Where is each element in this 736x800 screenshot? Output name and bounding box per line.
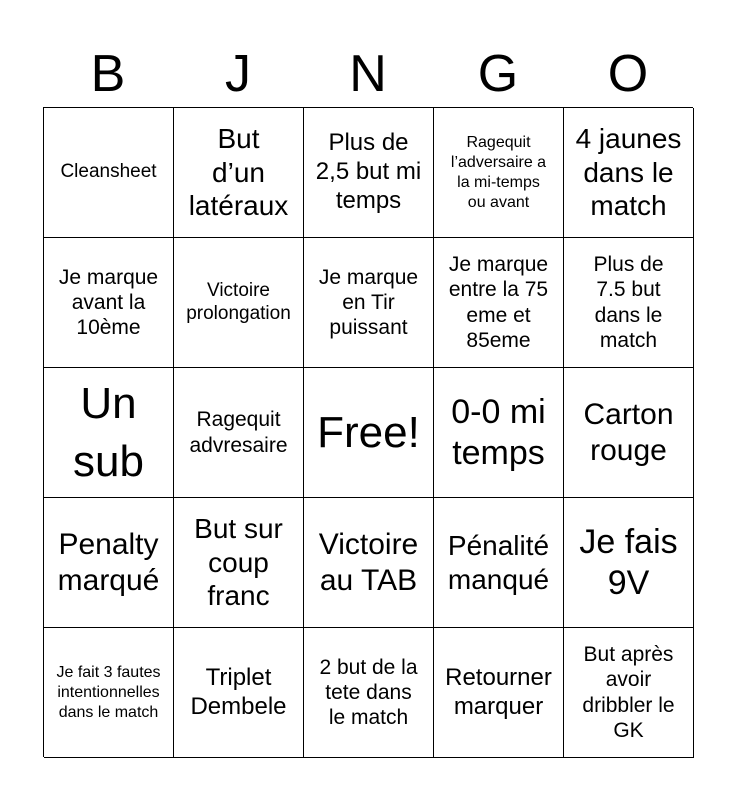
bingo-cell-r5c2[interactable] <box>174 628 304 758</box>
bingo-cell-r4c2[interactable] <box>174 498 304 628</box>
bingo-cell-r1c1[interactable] <box>44 108 174 238</box>
header-letter-n: N <box>349 45 387 103</box>
cell-text: Triplet Dembele <box>190 663 287 720</box>
bingo-cell-r3c4[interactable] <box>434 368 564 498</box>
cell-text: Ragequit advresaire <box>189 408 288 457</box>
cell-text: Penalty marqué <box>57 527 160 597</box>
cell-text: But sur coup franc <box>194 513 283 612</box>
bingo-header <box>43 40 693 108</box>
bingo-cell-r1c5[interactable] <box>564 108 694 238</box>
cell-text: Plus de 2,5 but mi temps <box>315 129 422 214</box>
bingo-cell-r5c5[interactable] <box>564 628 694 758</box>
cell-text: Un sub <box>73 379 144 486</box>
cell-text: Je marque avant la 10ème <box>58 265 159 340</box>
cell-text: Ragequit l’adversaire a la mi-temps ou avant <box>450 133 547 211</box>
cell-text: Carton rouge <box>583 397 674 467</box>
bingo-cell-r4c1[interactable] <box>44 498 174 628</box>
bingo-cell-r4c3[interactable] <box>304 498 434 628</box>
cell-text: But après avoir dribbler le GK <box>582 643 675 742</box>
bingo-cell-r4c5[interactable] <box>564 498 694 628</box>
cell-text: Victoire au TAB <box>318 527 419 597</box>
bingo-cell-r3c5[interactable] <box>564 368 694 498</box>
free-space-label: Free! <box>317 407 420 457</box>
cell-text: Cleansheet <box>60 161 157 183</box>
cell-text: Je fais 9V <box>579 522 678 602</box>
bingo-cell-r2c1[interactable] <box>44 238 174 368</box>
bingo-cell-r3c1[interactable] <box>44 368 174 498</box>
bingo-cell-r5c1[interactable] <box>44 628 174 758</box>
cell-text: Je marque entre la 75 eme et 85eme <box>448 253 549 352</box>
bingo-cell-r2c2[interactable] <box>174 238 304 368</box>
header-letter-b: B <box>90 45 126 103</box>
bingo-cell-r2c4[interactable] <box>434 238 564 368</box>
header-letter-g: G <box>477 45 519 103</box>
cell-text: 4 jaunes dans le match <box>575 123 682 222</box>
bingo-cell-r4c4[interactable] <box>434 498 564 628</box>
bingo-cell-r2c5[interactable] <box>564 238 694 368</box>
header-letter-j: J <box>225 45 251 103</box>
cell-text: 0-0 mi temps <box>451 392 546 472</box>
cell-text: Pénalité manqué <box>447 529 550 595</box>
bingo-cell-r5c3[interactable] <box>304 628 434 758</box>
cell-text: But d’un latéraux <box>188 123 289 222</box>
bingo-cell-r1c4[interactable] <box>434 108 564 238</box>
cell-text: Retourner marquer <box>445 663 552 720</box>
cell-text: Je marque en Tir puissant <box>318 265 419 340</box>
bingo-cell-free[interactable] <box>304 368 434 498</box>
bingo-cell-r1c2[interactable] <box>174 108 304 238</box>
bingo-cell-r5c4[interactable] <box>434 628 564 758</box>
cell-text: Plus de 7.5 but dans le match <box>593 253 664 352</box>
bingo-cell-r3c2[interactable] <box>174 368 304 498</box>
cell-text: 2 but de la tete dans le match <box>319 655 418 730</box>
bingo-cell-r1c3[interactable] <box>304 108 434 238</box>
header-letter-o: O <box>607 45 649 103</box>
bingo-cell-r2c3[interactable] <box>304 238 434 368</box>
cell-text: Je fait 3 fautes intentionnelles dans le match <box>56 663 161 721</box>
bingo-board <box>43 107 693 757</box>
cell-text: Victoire prolongation <box>186 279 291 324</box>
